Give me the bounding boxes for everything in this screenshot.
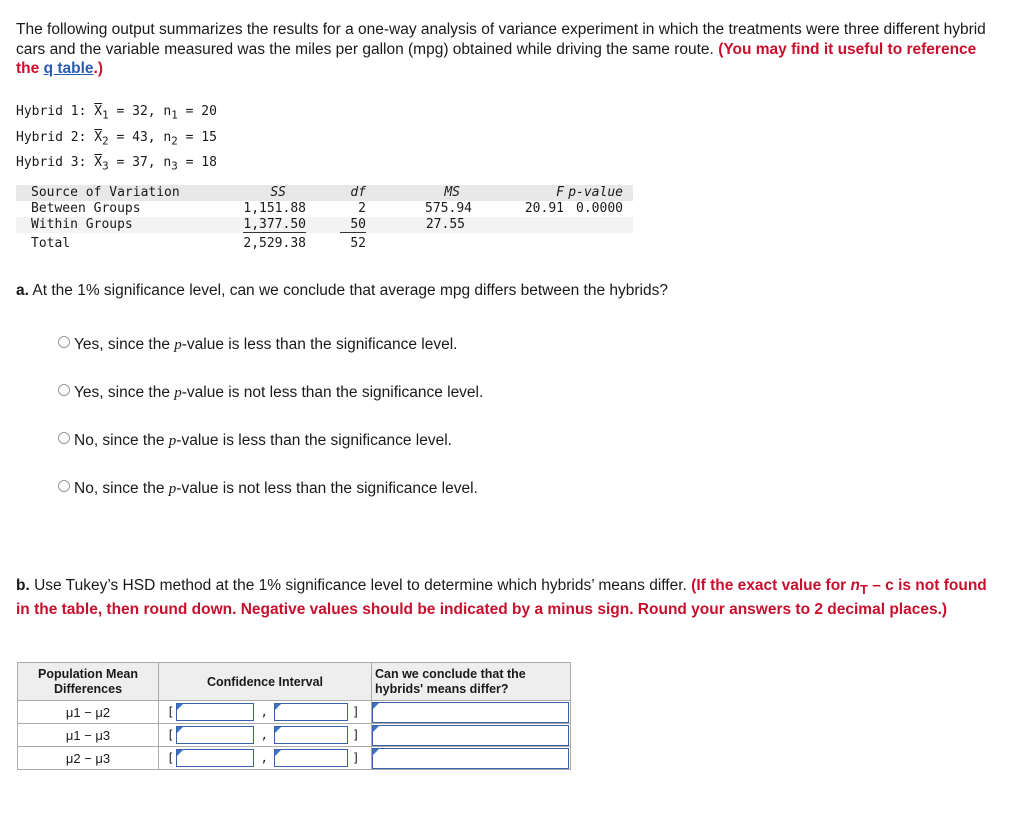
header-source: Source of Variation: [16, 185, 226, 201]
ci-upper-input[interactable]: [274, 703, 348, 721]
header-f: F: [498, 185, 568, 201]
radio-button[interactable]: [58, 336, 70, 348]
tukey-row: μ1 − μ3 [ , ]: [18, 724, 571, 747]
header-conclude: Can we conclude that the hybrids' means differ?: [372, 663, 571, 701]
tukey-row: μ1 − μ2 [ , ]: [18, 701, 571, 724]
q-table-link[interactable]: q table: [43, 60, 94, 77]
option-2[interactable]: Yes, since the p -value is not less than the significance level.: [58, 384, 483, 402]
tukey-table: [17, 662, 571, 770]
anova-row-within: Within Groups 1,377.50 50 27.55: [16, 217, 633, 233]
hybrid-stat-row: Hybrid 3: $\overline{X}_3 = 37$, $n_3 = 18$: [16, 155, 217, 173]
ci-lower-input[interactable]: [176, 726, 254, 744]
anova-header-row: [16, 185, 633, 201]
part-a-question: a. At the 1% significance level, can we conclude that average mpg differs between the hybrids?: [16, 282, 668, 299]
tukey-row: μ2 − μ3 [ , ]: [18, 747, 571, 770]
conclude-select[interactable]: [372, 748, 569, 769]
conclude-select[interactable]: [372, 725, 569, 746]
hybrid-stat-row: Hybrid 1: $\overline{X}_1 = 32$, $n_1 = 20$: [16, 104, 217, 122]
radio-button[interactable]: [58, 480, 70, 492]
radio-button[interactable]: [58, 384, 70, 396]
ci-upper-input[interactable]: [274, 749, 348, 767]
radio-button[interactable]: [58, 432, 70, 444]
intro-text: The following output summarizes the results for a one-way analysis of variance experiment in which the treatments were three different hybrid cars and the variable measured was the miles per gallon (mpg) obtained while driving the same route.: [16, 21, 986, 58]
part-b-hint: (If the exact value for $n_T$ – c is not found in the table, then round down. Negative values should be indicated by a minus sign. Round your answers to 2 decimal places.): [16, 577, 987, 619]
ci-lower-input[interactable]: [176, 703, 254, 721]
ci-lower-input[interactable]: [176, 749, 254, 767]
anova-row-total: Total 2,529.38 52: [31, 236, 366, 251]
intro-paragraph: [16, 20, 1001, 79]
header-df: df: [306, 185, 392, 201]
q-table-hint: (You may find it useful to reference the q table.): [16, 40, 977, 77]
option-1[interactable]: Yes, since the p -value is less than the significance level.: [58, 336, 457, 354]
option-3[interactable]: No, since the p -value is less than the significance level.: [58, 432, 452, 450]
header-confidence-interval: Confidence Interval: [159, 663, 372, 701]
tukey-header-row: [18, 663, 571, 701]
anova-table: [16, 185, 633, 255]
option-4[interactable]: No, since the p -value is not less than the significance level.: [58, 480, 478, 498]
part-b-question: b. Use Tukey’s HSD method at the 1% significance level to determine which hybrids’ means differ. (If the exact value for $n_T$ – c is not found in the table, then round down. Negative values should be indicated by a minus sign. Round your answers to 2 decimal places.): [16, 577, 987, 619]
header-differences: Population Mean Differences: [18, 663, 159, 701]
header-ss: SS: [226, 185, 306, 201]
hybrid-stats: [16, 101, 217, 178]
header-ms: MS: [392, 185, 498, 201]
anova-row-between: Between Groups 1,151.88 2 575.94 20.91 0.0000: [31, 201, 623, 216]
conclude-select[interactable]: [372, 702, 569, 723]
hybrid-stat-row: Hybrid 2: $\overline{X}_2 = 43$, $n_2 = 15$: [16, 129, 217, 148]
ci-upper-input[interactable]: [274, 726, 348, 744]
header-p: p-value: [568, 185, 633, 201]
